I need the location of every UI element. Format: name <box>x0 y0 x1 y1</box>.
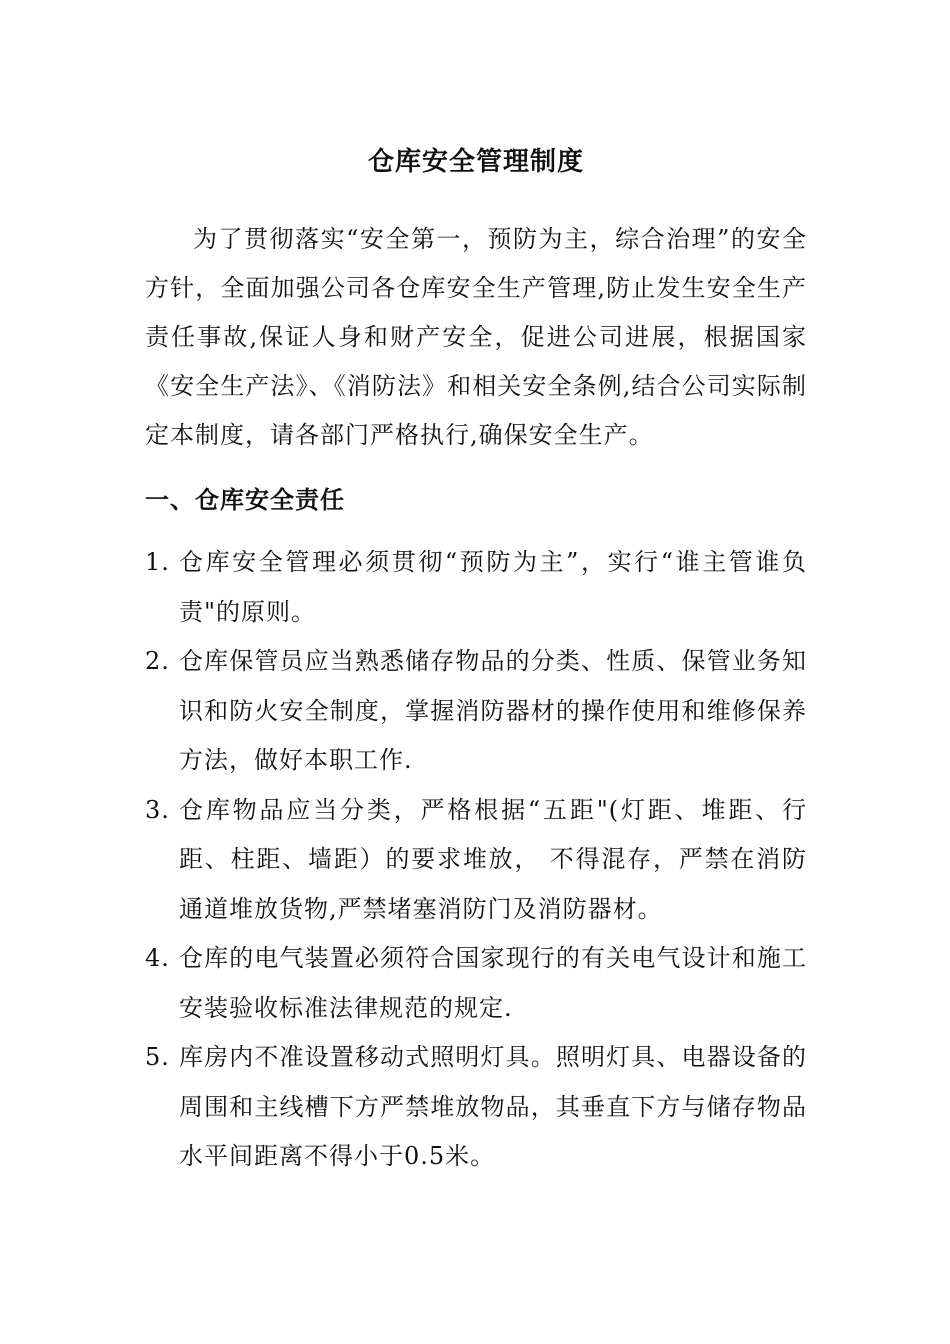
list-item-text: 仓库物品应当分类，严格根据“五距"(灯距、堆距、行距、柱距、墙距）的要求堆放， 不得混存，严禁在消防通道堆放货物,严禁堵塞消防门及消防器材。 <box>179 795 807 923</box>
list-item-text: 仓库的电气装置必须符合国家现行的有关电气设计和施工安装验收标准法律规范的规定. <box>179 944 807 1022</box>
list-item-number: 2. <box>145 647 170 675</box>
list-item-number: 5. <box>145 1043 170 1071</box>
intro-paragraph: 为了贯彻落实“安全第一，预防为主，综合治理”的安全方针，全面加强公司各仓库安全生产管理,防止发生安全生产责任事故,保证人身和财产安全，促进公司进展，根据国家《安全生产法》、《消防法》和相关安全条例,结合公司实际制定本制度，请各部门严格执行,确保安全生产。 <box>145 225 807 449</box>
list-item <box>145 637 807 786</box>
list-item-text: 仓库保管员应当熟悉储存物品的分类、性质、保管业务知识和防火安全制度，掌握消防器材的操作使用和维修保养方法，做好本职工作. <box>179 647 807 774</box>
list-item-number: 4. <box>145 944 170 972</box>
list-item <box>145 1033 807 1182</box>
list-item <box>145 538 807 637</box>
list-item-text: 仓库安全管理必须贯彻“预防为主”，实行“谁主管谁负责"的原则。 <box>179 548 807 626</box>
document-title: 仓库安全管理制度 <box>367 147 584 177</box>
list-item <box>145 786 807 935</box>
list-item-text: 库房内不准设置移动式照明灯具。照明灯具、电器设备的周围和主线槽下方严禁堆放物品，其垂直下方与储存物品水平间距离不得小于0.5米。 <box>179 1043 807 1170</box>
responsibility-list <box>145 538 807 1182</box>
list-item-number: 1. <box>145 548 170 576</box>
list-item <box>145 934 807 1033</box>
section-heading-warehouse-safety-responsibility: 一、仓库安全责任 <box>145 486 345 514</box>
list-item-number: 3. <box>145 795 170 824</box>
